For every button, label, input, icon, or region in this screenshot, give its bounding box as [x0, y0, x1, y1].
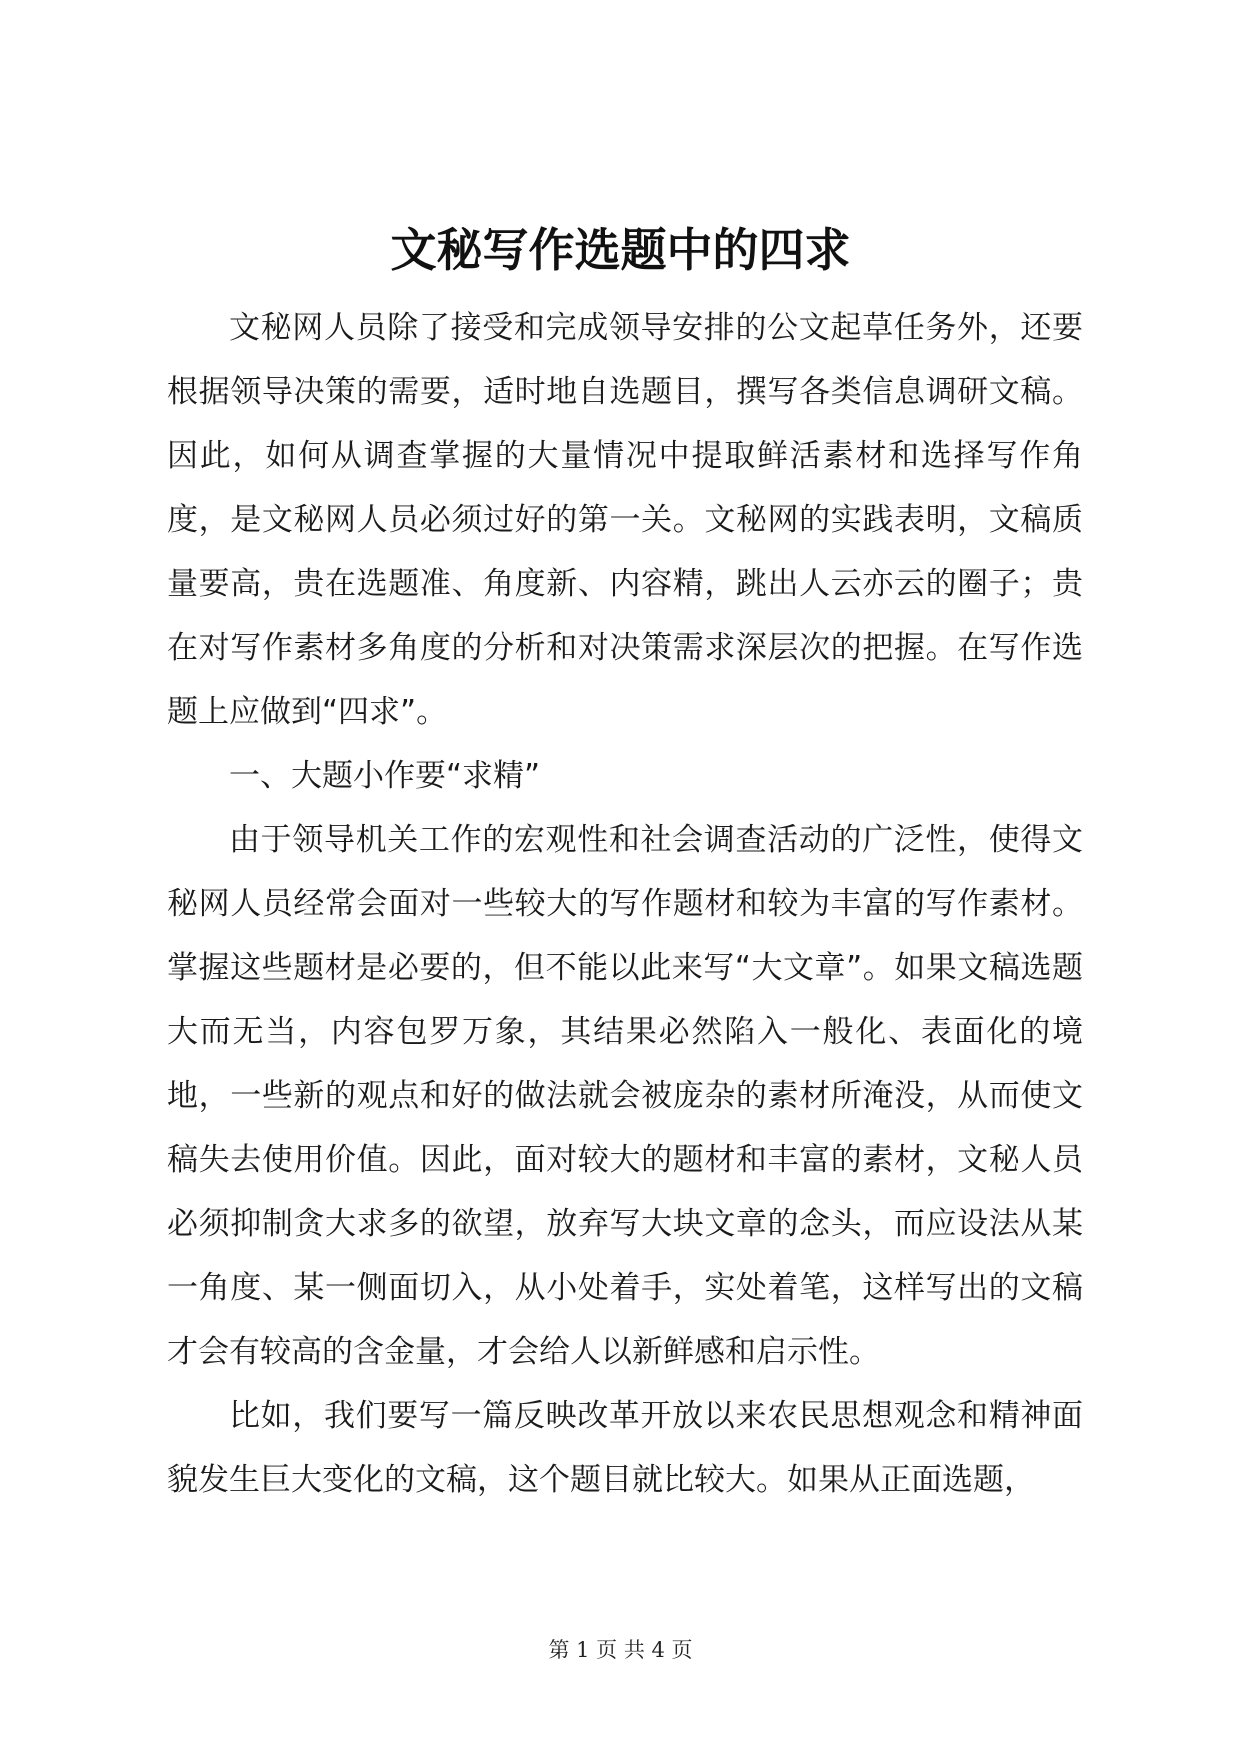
- document-body: [167, 296, 1083, 1512]
- paragraph-intro: 文秘网人员除了接受和完成领导安排的公文起草任务外，还要根据领导决策的需要，适时地自选题目，撰写各类信息调研文稿。因此，如何从调查掌握的大量情况中提取鲜活素材和选择写作角度，是文秘网人员必须过好的第一关。文秘网的实践表明，文稿质量要高，贵在选题准、角度新、内容精，跳出人云亦云的圈子；贵在对写作素材多角度的分析和对决策需求深层次的把握。在写作选题上应做到“四求”。: [167, 310, 1083, 730]
- document-title: 文秘写作选题中的四求: [390, 223, 851, 277]
- section-heading-1: 一、大题小作要“求精”: [229, 758, 541, 794]
- paragraph-example: 比如，我们要写一篇反映改革开放以来农民思想观念和精神面貌发生巨大变化的文稿，这个题目就比较大。如果从正面选题，: [167, 1398, 1083, 1498]
- paragraph-section-1: 由于领导机关工作的宏观性和社会调查活动的广泛性，使得文秘网人员经常会面对一些较大的写作题材和较为丰富的写作素材。掌握这些题材是必要的，但不能以此来写“大文章”。如果文稿选题大而无当，内容包罗万象，其结果必然陷入一般化、表面化的境地，一些新的观点和好的做法就会被庞杂的素材所淹没，从而使文稿失去使用价值。因此，面对较大的题材和丰富的素材，文秘人员必须抑制贪大求多的欲望，放弃写大块文章的念头，而应设法从某一角度、某一侧面切入，从小处着手，实处着笔，这样写出的文稿才会有较高的含金量，才会给人以新鲜感和启示性。: [167, 822, 1083, 1370]
- page-footer: 第 1 页 共 4 页: [548, 1638, 693, 1662]
